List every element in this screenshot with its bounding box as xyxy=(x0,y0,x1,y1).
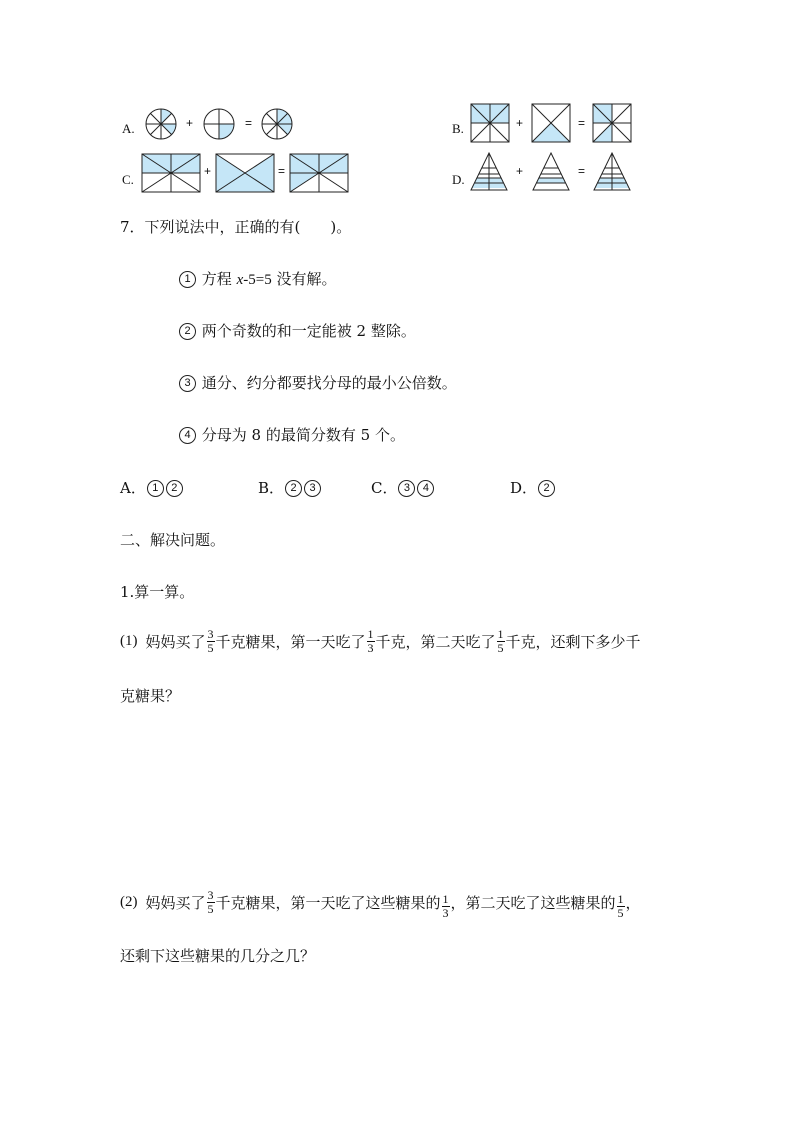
q7-choice-d xyxy=(510,477,556,498)
option-b-label: B. xyxy=(452,121,464,136)
option-b-equals: = xyxy=(578,116,586,130)
fraction-1-5: $\frac{1}{5}$ xyxy=(497,626,504,655)
problem-text: 千克，还剩下多少千 xyxy=(505,632,641,651)
option-c-rect-2 xyxy=(216,154,274,192)
problem-number: (1) xyxy=(120,632,138,649)
q7-statement-2 xyxy=(178,320,416,341)
option-a-plus: + xyxy=(186,116,194,130)
q7-choice-a xyxy=(120,477,184,498)
q7-choice-c xyxy=(371,477,435,498)
statement-text: 两个奇数的和一定能被 2 整除。 xyxy=(201,322,416,340)
statement-text: 分母为 8 的最简分数有 5 个。 xyxy=(201,426,405,444)
circled-number: 4 xyxy=(417,480,434,497)
option-d-equals: = xyxy=(578,164,586,178)
problem-text: ，第二天吃了这些糖果的 xyxy=(450,893,616,912)
section-title: 二、解决问题。 xyxy=(120,531,226,549)
subsection-title: 1.算一算。 xyxy=(120,583,195,601)
problem-2-line-2: 还剩下这些糖果的几分之几？ xyxy=(120,947,316,965)
option-c-label: C. xyxy=(122,172,134,187)
option-b-plus: + xyxy=(516,116,524,130)
option-a-equals: = xyxy=(245,116,253,130)
option-b-square-2 xyxy=(532,104,570,142)
circled-number: 2 xyxy=(285,480,302,497)
statement-text-pre: 方程 xyxy=(201,270,237,288)
option-d-triangle-2 xyxy=(532,152,570,192)
option-d-label: D. xyxy=(452,172,465,187)
option-d-triangle-1 xyxy=(470,152,508,192)
option-a-circle-2 xyxy=(203,108,235,140)
problem-number: (2) xyxy=(120,893,138,910)
circled-number: 2 xyxy=(179,323,196,340)
option-d-plus: + xyxy=(516,164,524,178)
problem-text: 妈妈买了 xyxy=(145,632,206,651)
statement-text-post: 没有解。 xyxy=(271,270,337,288)
circled-number: 1 xyxy=(179,271,196,288)
circled-number: 1 xyxy=(147,480,164,497)
circled-number: 3 xyxy=(179,375,196,392)
choice-letter: C． xyxy=(371,479,398,497)
option-c-plus: + xyxy=(204,164,212,178)
q7-statement-4 xyxy=(178,424,405,445)
problem-2-line-1 xyxy=(120,884,641,920)
problem-text: 千克糖果，第一天吃了 xyxy=(215,632,366,651)
option-a-circle-1 xyxy=(145,108,177,140)
problem-1-line-2: 克糖果？ xyxy=(120,687,181,705)
option-a-circle-3 xyxy=(261,108,293,140)
fraction-1-3: $\frac{1}{3}$ xyxy=(442,891,449,920)
circled-number: 2 xyxy=(166,480,183,497)
circled-number: 4 xyxy=(179,427,196,444)
problem-text: ， xyxy=(625,893,641,912)
choice-letter: B． xyxy=(258,479,285,497)
option-b-square-1 xyxy=(471,104,509,142)
fraction-1-5: $\frac{1}{5}$ xyxy=(617,891,624,920)
circled-number: 3 xyxy=(398,480,415,497)
option-c-equals: = xyxy=(278,164,286,178)
problem-1-line-1 xyxy=(120,623,641,659)
q7-statement-1 xyxy=(178,268,336,289)
problem-text: 妈妈买了 xyxy=(145,893,206,912)
circled-number: 3 xyxy=(304,480,321,497)
q7-choice-b xyxy=(258,477,322,498)
option-c-rect-1 xyxy=(142,154,200,192)
choice-letter: D． xyxy=(510,479,538,497)
problem-text: 千克糖果，第一天吃了这些糖果的 xyxy=(215,893,441,912)
variable-x: x xyxy=(236,272,244,288)
option-b-square-3 xyxy=(593,104,631,142)
option-d-triangle-3 xyxy=(593,152,631,192)
option-c-rect-3 xyxy=(290,154,348,192)
fraction-3-5: $\frac{3}{5}$ xyxy=(207,626,214,655)
fraction-3-5: $\frac{3}{5}$ xyxy=(207,887,214,916)
fraction-1-3: $\frac{1}{3}$ xyxy=(367,626,374,655)
statement-text: 通分、约分都要找分母的最小公倍数。 xyxy=(201,374,457,392)
choice-letter: A． xyxy=(120,479,146,497)
circled-number: 2 xyxy=(538,480,555,497)
q7-stem: 7．下列说法中，正确的有( )。 xyxy=(120,218,352,236)
problem-text: 千克，第二天吃了 xyxy=(375,632,496,651)
option-a-label: A. xyxy=(122,121,135,136)
equation-rest: -5=5 xyxy=(243,272,272,288)
q7-statement-3 xyxy=(178,372,457,393)
